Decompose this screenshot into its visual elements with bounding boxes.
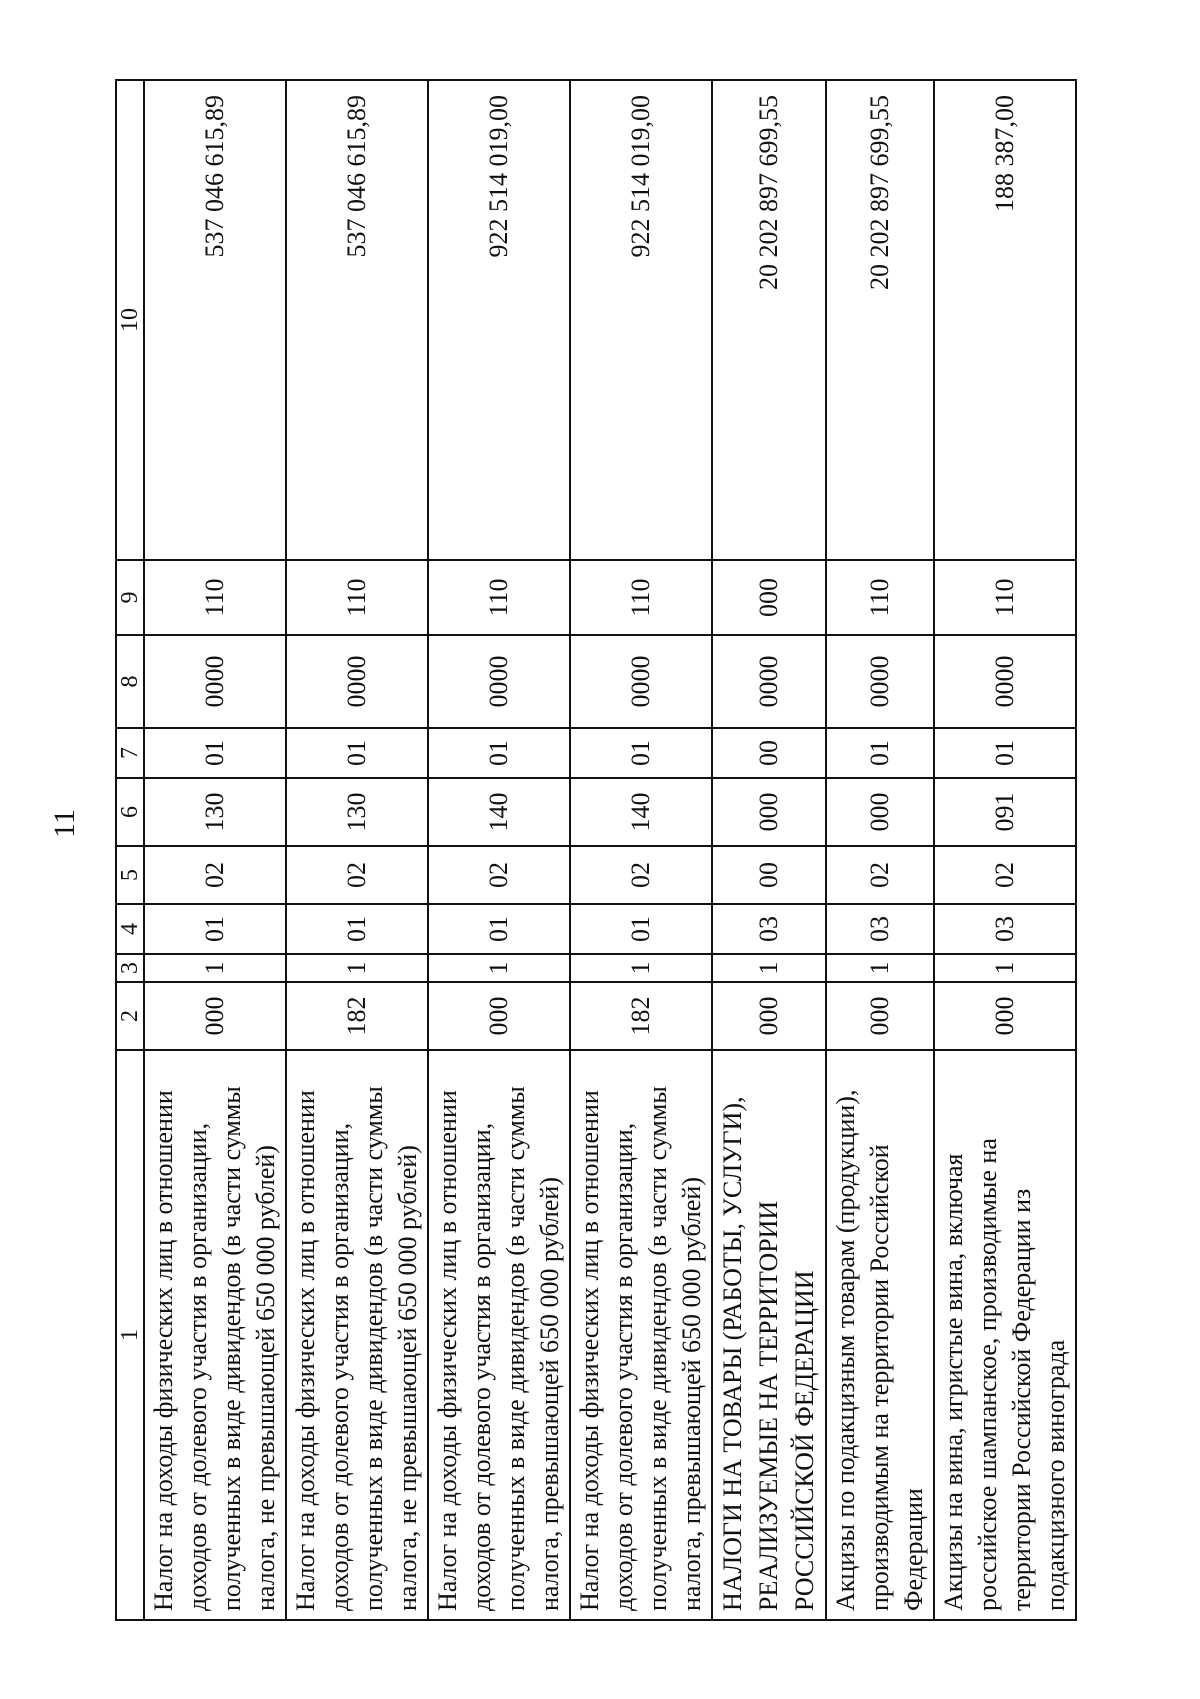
table-row [826, 80, 934, 1620]
code-cell: 1 [826, 954, 934, 982]
code-cell: 140 [570, 778, 712, 846]
code-cell: 0000 [826, 635, 934, 728]
amount-cell: 20 202 897 699,55 [826, 80, 934, 560]
code-cell: 000 [826, 982, 934, 1050]
column-header: 7 [116, 728, 144, 778]
code-cell: 01 [826, 728, 934, 778]
column-header: 4 [116, 904, 144, 954]
code-cell: 0000 [144, 635, 286, 728]
revenue-table [115, 79, 1077, 1621]
table-row [144, 80, 286, 1620]
code-cell: 110 [286, 560, 428, 635]
code-cell: 02 [570, 846, 712, 904]
column-header: 6 [116, 778, 144, 846]
code-cell: 110 [428, 560, 570, 635]
row-name: Акцизы по подакцизным товарам (продукции), производимым на территории Российской Федерации [826, 1050, 934, 1620]
code-cell: 000 [428, 982, 570, 1050]
column-header: 10 [116, 80, 144, 560]
code-cell: 00 [712, 728, 826, 778]
code-cell: 02 [428, 846, 570, 904]
code-cell: 110 [570, 560, 712, 635]
code-cell: 1 [570, 954, 712, 982]
code-cell: 000 [144, 982, 286, 1050]
code-cell: 0000 [712, 635, 826, 728]
column-header: 9 [116, 560, 144, 635]
row-name: Акцизы на вина, игристые вина, включая российское шампанское, производимые на территории Российской Федерации из подакцизного винограда [934, 1050, 1076, 1620]
code-cell: 182 [286, 982, 428, 1050]
code-cell: 130 [286, 778, 428, 846]
code-cell: 110 [144, 560, 286, 635]
code-cell: 000 [712, 778, 826, 846]
code-cell: 091 [934, 778, 1076, 846]
code-cell: 1 [712, 954, 826, 982]
code-cell: 0000 [428, 635, 570, 728]
code-cell: 02 [934, 846, 1076, 904]
code-cell: 01 [570, 904, 712, 954]
code-cell: 130 [144, 778, 286, 846]
row-name: Налог на доходы физических лиц в отношении доходов от долевого участия в организации, полученных в виде дивидендов (в части суммы налога, превышающей 650 000 рублей) [570, 1050, 712, 1620]
code-cell: 01 [570, 728, 712, 778]
code-cell: 0000 [934, 635, 1076, 728]
code-cell: 01 [144, 728, 286, 778]
code-cell: 182 [570, 982, 712, 1050]
column-header: 3 [116, 954, 144, 982]
column-header: 8 [116, 635, 144, 728]
column-header: 1 [116, 1050, 144, 1620]
code-cell: 01 [144, 904, 286, 954]
code-cell: 000 [826, 778, 934, 846]
code-cell: 01 [428, 728, 570, 778]
code-cell: 110 [934, 560, 1076, 635]
code-cell: 03 [934, 904, 1076, 954]
code-cell: 02 [144, 846, 286, 904]
code-cell: 000 [712, 560, 826, 635]
code-cell: 03 [712, 904, 826, 954]
code-cell: 0000 [286, 635, 428, 728]
page-number: 11 [48, 809, 81, 838]
code-cell: 000 [712, 982, 826, 1050]
row-name: Налог на доходы физических лиц в отношении доходов от долевого участия в организации, полученных в виде дивидендов (в части суммы налога, не превышающей 650 000 рублей) [286, 1050, 428, 1620]
code-cell: 02 [286, 846, 428, 904]
column-header: 2 [116, 982, 144, 1050]
amount-cell: 537 046 615,89 [286, 80, 428, 560]
rotated-table-container [115, 81, 1070, 1621]
code-cell: 110 [826, 560, 934, 635]
table-row [428, 80, 570, 1620]
code-cell: 1 [286, 954, 428, 982]
table-row [286, 80, 428, 1620]
amount-cell: 188 387,00 [934, 80, 1076, 560]
column-header: 5 [116, 846, 144, 904]
code-cell: 000 [934, 982, 1076, 1050]
code-cell: 01 [428, 904, 570, 954]
amount-cell: 922 514 019,00 [428, 80, 570, 560]
code-cell: 1 [144, 954, 286, 982]
code-cell: 01 [286, 728, 428, 778]
row-name: НАЛОГИ НА ТОВАРЫ (РАБОТЫ, УСЛУГИ), РЕАЛИЗУЕМЫЕ НА ТЕРРИТОРИИ РОССИЙСКОЙ ФЕДЕРАЦИИ [712, 1050, 826, 1620]
amount-cell: 20 202 897 699,55 [712, 80, 826, 560]
code-cell: 00 [712, 846, 826, 904]
code-cell: 03 [826, 904, 934, 954]
code-cell: 02 [826, 846, 934, 904]
table-row [570, 80, 712, 1620]
code-cell: 140 [428, 778, 570, 846]
header-row [116, 80, 144, 1620]
code-cell: 0000 [570, 635, 712, 728]
amount-cell: 537 046 615,89 [144, 80, 286, 560]
code-cell: 1 [428, 954, 570, 982]
code-cell: 01 [286, 904, 428, 954]
row-name: Налог на доходы физических лиц в отношении доходов от долевого участия в организации, полученных в виде дивидендов (в части суммы налога, не превышающей 650 000 рублей) [144, 1050, 286, 1620]
amount-cell: 922 514 019,00 [570, 80, 712, 560]
row-name: Налог на доходы физических лиц в отношении доходов от долевого участия в организации, полученных в виде дивидендов (в части суммы налога, превышающей 650 000 рублей) [428, 1050, 570, 1620]
table-row [712, 80, 826, 1620]
code-cell: 01 [934, 728, 1076, 778]
table-row [934, 80, 1076, 1620]
code-cell: 1 [934, 954, 1076, 982]
